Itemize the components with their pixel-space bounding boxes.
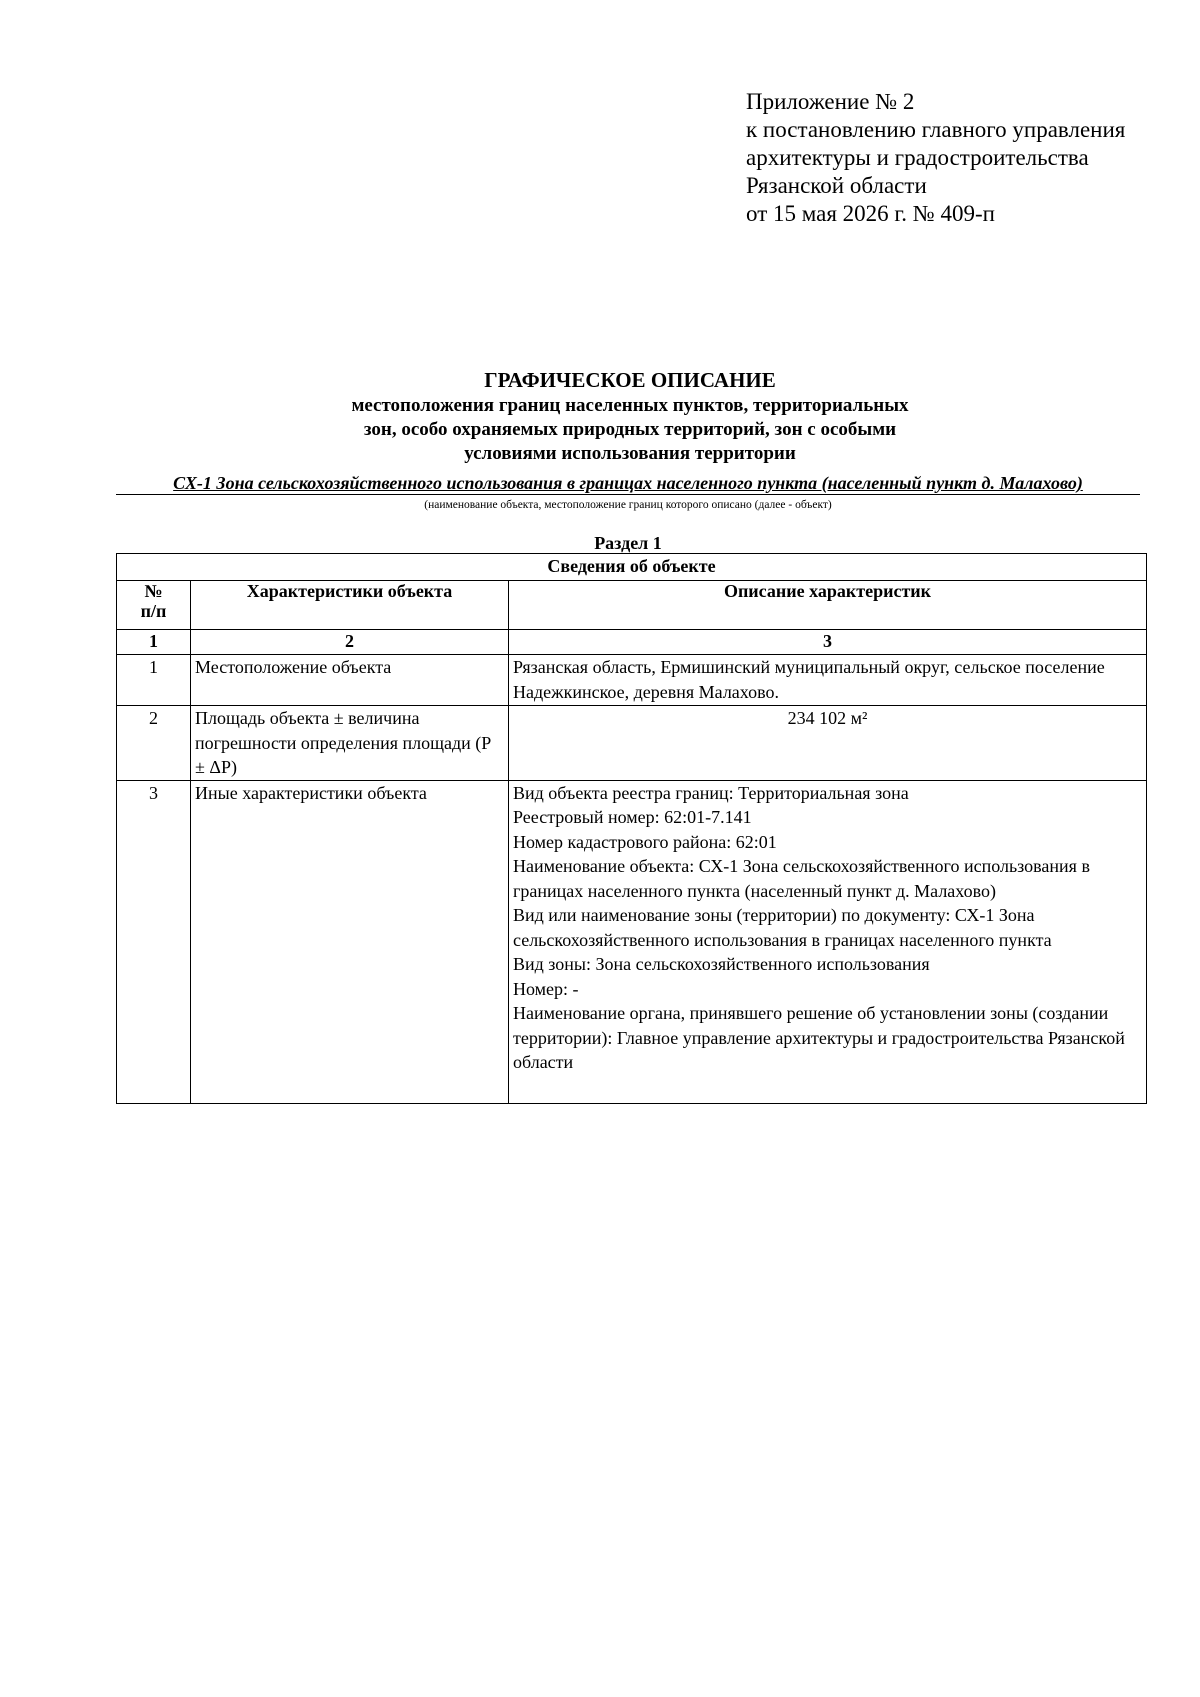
header-description: Описание характеристик	[509, 581, 1147, 630]
object-caption: (наименование объекта, местоположение границ которого описано (далее - объект)	[424, 499, 832, 511]
document-title: ГРАФИЧЕСКОЕ ОПИСАНИЕ	[484, 368, 776, 392]
column-number: 3	[509, 630, 1147, 655]
appendix-block	[746, 88, 1166, 228]
object-info-table	[116, 553, 1147, 1104]
object-name: СХ-1 Зона сельскохозяйственного использования в границах населенного пункта (населенный пункт д. Малахово)	[173, 473, 1083, 493]
table-row	[117, 706, 1147, 781]
row-characteristic: Площадь объекта ± величина погрешности определения площади (P ± ΔP)	[191, 706, 509, 781]
section-title: Раздел 1	[594, 533, 662, 553]
row-number: 3	[117, 780, 191, 1103]
description-line: Вид или наименование зоны (территории) по документу: СХ-1 Зона сельскохозяйственного использования в границах населенного пункта	[513, 905, 1052, 950]
row-description	[509, 780, 1147, 1103]
table-header-row	[117, 581, 1147, 630]
document-subtitle-line: местоположения границ населенных пунктов, территориальных	[351, 395, 909, 416]
header-characteristic: Характеристики объекта	[191, 581, 509, 630]
appendix-line: к постановлению главного управления	[746, 117, 1126, 142]
row-characteristic: Иные характеристики объекта	[191, 780, 509, 1103]
table-caption: Сведения об объекте	[117, 554, 1147, 581]
row-number: 1	[117, 655, 191, 706]
row-description	[509, 706, 1147, 781]
table-row	[117, 780, 1147, 1103]
row-number: 2	[117, 706, 191, 781]
description-line: Вид зоны: Зона сельскохозяйственного использования	[513, 954, 930, 974]
row-description	[509, 655, 1147, 706]
description-line: Наименование объекта: СХ-1 Зона сельскохозяйственного использования в границах населенного пункта (населенный пункт д. Малахово)	[513, 856, 1090, 901]
object-name-rule	[116, 494, 1140, 495]
appendix-line: от 15 мая 2026 г. № 409-п	[746, 201, 995, 226]
description-line: Наименование органа, принявшего решение об установлении зоны (создании территории): Главное управление архитектуры и градостроительства Рязанской области	[513, 1003, 1125, 1072]
appendix-line: архитектуры и градостроительства	[746, 145, 1089, 170]
appendix-line: Рязанской области	[746, 173, 927, 198]
table-row	[117, 655, 1147, 706]
description-line: Вид объекта реестра границ: Территориальная зона	[513, 782, 909, 803]
column-number: 2	[191, 630, 509, 655]
description-line: Реестровый номер: 62:01-7.141	[513, 807, 752, 827]
header-num: № п/п	[117, 581, 191, 630]
description-line: Номер кадастрового района: 62:01	[513, 831, 777, 852]
description-line: Рязанская область, Ермишинский муниципальный округ, сельское поселение Надежкинское, деревня Малахово.	[513, 657, 1105, 702]
description-line: 234 102 м²	[787, 708, 868, 728]
document-heading	[0, 366, 1200, 466]
column-number-row	[117, 630, 1147, 655]
description-line: Номер: -	[513, 978, 579, 999]
document-subtitle-line: условиями использования территории	[464, 443, 796, 464]
column-number: 1	[117, 630, 191, 655]
row-characteristic: Местоположение объекта	[191, 655, 509, 706]
table-caption-row	[117, 554, 1147, 581]
appendix-line: Приложение № 2	[746, 89, 915, 114]
document-subtitle-line: зон, особо охраняемых природных территорий, зон с особыми	[363, 419, 897, 440]
